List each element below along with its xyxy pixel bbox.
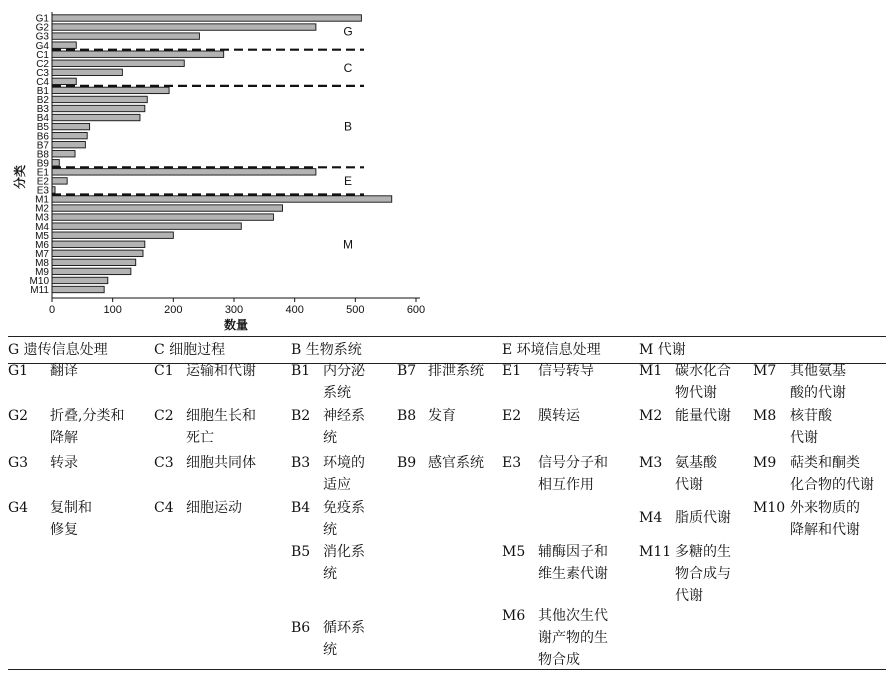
bar-b2	[52, 96, 147, 102]
bar-e1	[52, 169, 316, 175]
legend-code-m5: M5	[502, 544, 526, 560]
y-tick-label-m6: M6	[35, 239, 49, 251]
legend-code-b9: B9	[397, 455, 417, 471]
bar-c1	[52, 51, 224, 57]
legend-name-b5-line1: 消化系	[323, 544, 365, 560]
y-tick-label-b4: B4	[36, 113, 49, 125]
y-tick-label-g4: G4	[35, 40, 49, 52]
legend-name-b2-line2: 统	[323, 430, 337, 446]
x-tick-label-500: 500	[346, 304, 365, 316]
bar-b3	[52, 105, 145, 111]
bar-c3	[52, 69, 122, 75]
legend-name-b9: 感官系统	[428, 455, 484, 471]
y-tick-label-b9: B9	[36, 158, 49, 170]
y-tick-label-m5: M5	[35, 230, 49, 242]
group-label-m: M	[343, 237, 353, 252]
legend-name-m2: 能量代谢	[675, 408, 731, 424]
group-label-e: E	[343, 173, 353, 188]
bar-m1	[52, 196, 392, 202]
legend-code-m7: M7	[753, 363, 777, 379]
y-tick-label-e3: E3	[36, 185, 49, 197]
y-tick-label-e1: E1	[36, 167, 49, 179]
legend-code-b8: B8	[397, 408, 417, 424]
legend-code-g1: G1	[8, 363, 29, 379]
legend-name-c1: 运输和代谢	[186, 363, 256, 379]
legend-name-m10-line2: 降解和代谢	[790, 522, 860, 538]
bar-g1	[52, 15, 361, 21]
bar-m3	[52, 214, 273, 220]
y-tick-label-m10: M10	[29, 276, 49, 288]
y-tick-label-e2: E2	[36, 176, 49, 188]
y-tick-label-g2: G2	[35, 22, 49, 34]
legend-name-b1-line2: 系统	[323, 385, 351, 401]
legend-name-c2-line1: 细胞生长和	[186, 408, 256, 424]
legend-name-b1-line1: 内分泌	[323, 363, 365, 379]
legend-name-b8: 发育	[428, 408, 456, 424]
legend-name-m10-line1: 外来物质的	[790, 500, 860, 516]
group-labels	[343, 25, 353, 252]
legend-name-g2-line1: 折叠,分类和	[50, 408, 125, 424]
legend-name-e3-line2: 相互作用	[538, 477, 594, 493]
bar-chart	[0, 0, 892, 335]
bar-m2	[52, 205, 283, 211]
bar-m9	[52, 268, 131, 274]
legend-code-c2: C2	[154, 408, 174, 424]
legend-code-m11: M11	[639, 544, 672, 560]
bar-c2	[52, 60, 184, 66]
legend-code-m2: M2	[639, 408, 663, 424]
legend-name-m8-line1: 核苷酸	[790, 408, 832, 424]
bar-e2	[52, 178, 67, 184]
y-tick-label-b7: B7	[36, 140, 49, 152]
bar-b1	[52, 87, 169, 93]
legend-name-m5-line1: 辅酶因子和	[538, 544, 608, 560]
bar-m8	[52, 259, 136, 265]
x-tick-label-400: 400	[285, 304, 304, 316]
legend-name-m9-line1: 萜类和酮类	[790, 455, 860, 471]
legend-name-m9-line2: 化合物的代谢	[790, 477, 874, 493]
legend-code-g2: G2	[8, 408, 29, 424]
legend-code-b1: B1	[291, 363, 311, 379]
legend-name-g2-line2: 降解	[50, 430, 78, 446]
legend-name-m6-line1: 其他次生代	[538, 608, 608, 624]
legend-code-c4: C4	[154, 500, 174, 516]
legend-name-m11-line2: 物合成与	[675, 566, 731, 582]
y-tick-label-m9: M9	[35, 267, 49, 278]
legend-code-g4: G4	[8, 500, 29, 516]
y-tick-label-c3: C3	[36, 67, 49, 79]
legend-name-e2: 膜转运	[538, 408, 580, 424]
bar-b4	[52, 114, 140, 120]
y-tick-label-c1: C1	[36, 49, 49, 61]
y-tick-label-m7: M7	[35, 248, 49, 260]
legend-name-b7: 排泄系统	[428, 363, 484, 379]
legend-code-c3: C3	[154, 455, 174, 471]
legend-code-m3: M3	[639, 455, 663, 471]
legend-name-m7-line1: 其他氨基	[790, 363, 846, 379]
legend-header-b: B 生物系统	[291, 342, 362, 358]
x-tick-label-0: 0	[48, 304, 56, 316]
group-label-g: G	[343, 24, 353, 39]
bar-b5	[52, 123, 90, 129]
y-tick-label-b6: B6	[36, 131, 49, 143]
y-tick-label-g1: G1	[35, 13, 49, 25]
legend-code-b6: B6	[291, 620, 311, 636]
legend-code-m10: M10	[753, 500, 786, 516]
bars-layer	[52, 15, 392, 293]
bar-g3	[52, 33, 199, 39]
legend-code-m1: M1	[639, 363, 663, 379]
bar-m10	[52, 277, 108, 283]
legend-name-m11-line3: 代谢	[675, 588, 703, 604]
legend-name-m6-line3: 物合成	[538, 652, 580, 668]
y-tick-label-b3: B3	[36, 104, 49, 116]
bar-m5	[52, 232, 173, 238]
legend-name-b5-line2: 统	[323, 566, 337, 582]
legend-name-g4-line2: 修复	[50, 522, 78, 538]
y-tick-label-b5: B5	[36, 122, 49, 134]
legend-name-m11-line1: 多糖的生	[675, 544, 731, 560]
legend-name-m4: 脂质代谢	[675, 510, 731, 526]
bar-g4	[52, 42, 76, 48]
legend-header-m: M 代谢	[639, 342, 686, 358]
bar-b7	[52, 142, 85, 148]
legend-code-e2: E2	[502, 408, 522, 424]
bar-c4	[52, 78, 76, 84]
x-axis-title: 数量	[223, 318, 249, 332]
legend-name-m3-line1: 氨基酸	[675, 455, 717, 471]
legend-code-m8: M8	[753, 408, 777, 424]
legend-code-m4: M4	[639, 510, 663, 526]
legend-name-g4-line1: 复制和	[50, 500, 92, 516]
legend-code-g3: G3	[8, 455, 29, 471]
x-tick-label-600: 600	[406, 304, 426, 316]
y-tick-label-b8: B8	[36, 149, 49, 161]
y-tick-label-m4: M4	[35, 221, 49, 233]
y-tick-label-m8: M8	[35, 257, 49, 269]
legend-header-e: E 环境信息处理	[502, 342, 601, 358]
legend-name-g1: 翻译	[50, 363, 78, 379]
table-top-rule	[8, 336, 886, 337]
legend-name-m6-line2: 谢产物的生	[538, 630, 608, 646]
x-tick-label-300: 300	[224, 304, 244, 316]
legend-name-m1-line2: 物代谢	[675, 385, 717, 401]
bar-b9	[52, 160, 59, 166]
legend-code-b4: B4	[291, 500, 311, 516]
y-tick-label-b1: B1	[36, 86, 49, 97]
y-tick-labels	[30, 14, 50, 297]
legend-name-b6-line1: 循环系	[323, 620, 365, 636]
y-tick-label-m1: M1	[35, 194, 49, 206]
legend-code-e3: E3	[502, 455, 522, 471]
legend-name-c4: 细胞运动	[186, 500, 242, 516]
group-label-b: B	[343, 119, 353, 134]
x-tick-label-200: 200	[164, 304, 183, 316]
legend-name-b3-line2: 适应	[323, 477, 351, 493]
bar-m4	[52, 223, 241, 229]
legend-name-m1-line1: 碳水化合	[675, 363, 731, 379]
legend-code-m6: M6	[502, 608, 526, 624]
legend-name-c2-line2: 死亡	[186, 430, 214, 446]
legend-name-m3-line2: 代谢	[675, 477, 703, 493]
legend-name-b3-line1: 环境的	[323, 455, 365, 471]
y-tick-label-m2: M2	[35, 203, 49, 215]
legend-code-c1: C1	[154, 363, 174, 379]
y-tick-label-m11: M11	[30, 285, 49, 297]
legend-name-g3: 转录	[50, 455, 78, 471]
legend-code-b7: B7	[397, 363, 417, 379]
y-tick-label-g3: G3	[35, 31, 49, 43]
bar-b8	[52, 151, 75, 157]
y-tick-label-c2: C2	[36, 58, 49, 70]
legend-name-b4-line2: 统	[323, 522, 337, 538]
legend-header-c: C 细胞过程	[154, 342, 226, 358]
y-tick-label-b2: B2	[36, 95, 49, 107]
legend-code-b2: B2	[291, 408, 311, 424]
legend-name-m8-line2: 代谢	[790, 430, 818, 446]
legend-header-g: G 遗传信息处理	[8, 342, 108, 358]
table-bottom-rule	[8, 669, 886, 670]
y-tick-label-c4: C4	[36, 76, 49, 88]
legend-name-m5-line2: 维生素代谢	[538, 566, 608, 582]
bar-m6	[52, 241, 145, 247]
x-tick-label-100: 100	[103, 304, 122, 316]
x-ticks	[49, 298, 425, 316]
legend-name-e3-line1: 信号分子和	[538, 455, 608, 471]
group-label-c: C	[343, 60, 353, 75]
legend-code-m9: M9	[753, 455, 777, 471]
legend-code-b3: B3	[291, 455, 311, 471]
legend-code-b5: B5	[291, 544, 311, 560]
legend-name-c3: 细胞共同体	[186, 455, 256, 471]
legend-name-b6-line2: 统	[323, 642, 337, 658]
y-tick-label-m3: M3	[35, 212, 49, 224]
legend-name-b2-line1: 神经系	[323, 408, 365, 424]
legend-name-e1: 信号转导	[538, 363, 594, 379]
bar-m11	[52, 286, 104, 292]
category-legend-table	[8, 336, 886, 670]
legend-name-m7-line2: 酸的代谢	[790, 385, 846, 401]
bar-b6	[52, 132, 87, 138]
legend-code-e1: E1	[502, 363, 522, 379]
legend-name-b4-line1: 免疫系	[323, 500, 365, 516]
bar-m7	[52, 250, 143, 256]
bar-g2	[52, 24, 316, 30]
y-axis-title: 分类	[13, 164, 27, 190]
